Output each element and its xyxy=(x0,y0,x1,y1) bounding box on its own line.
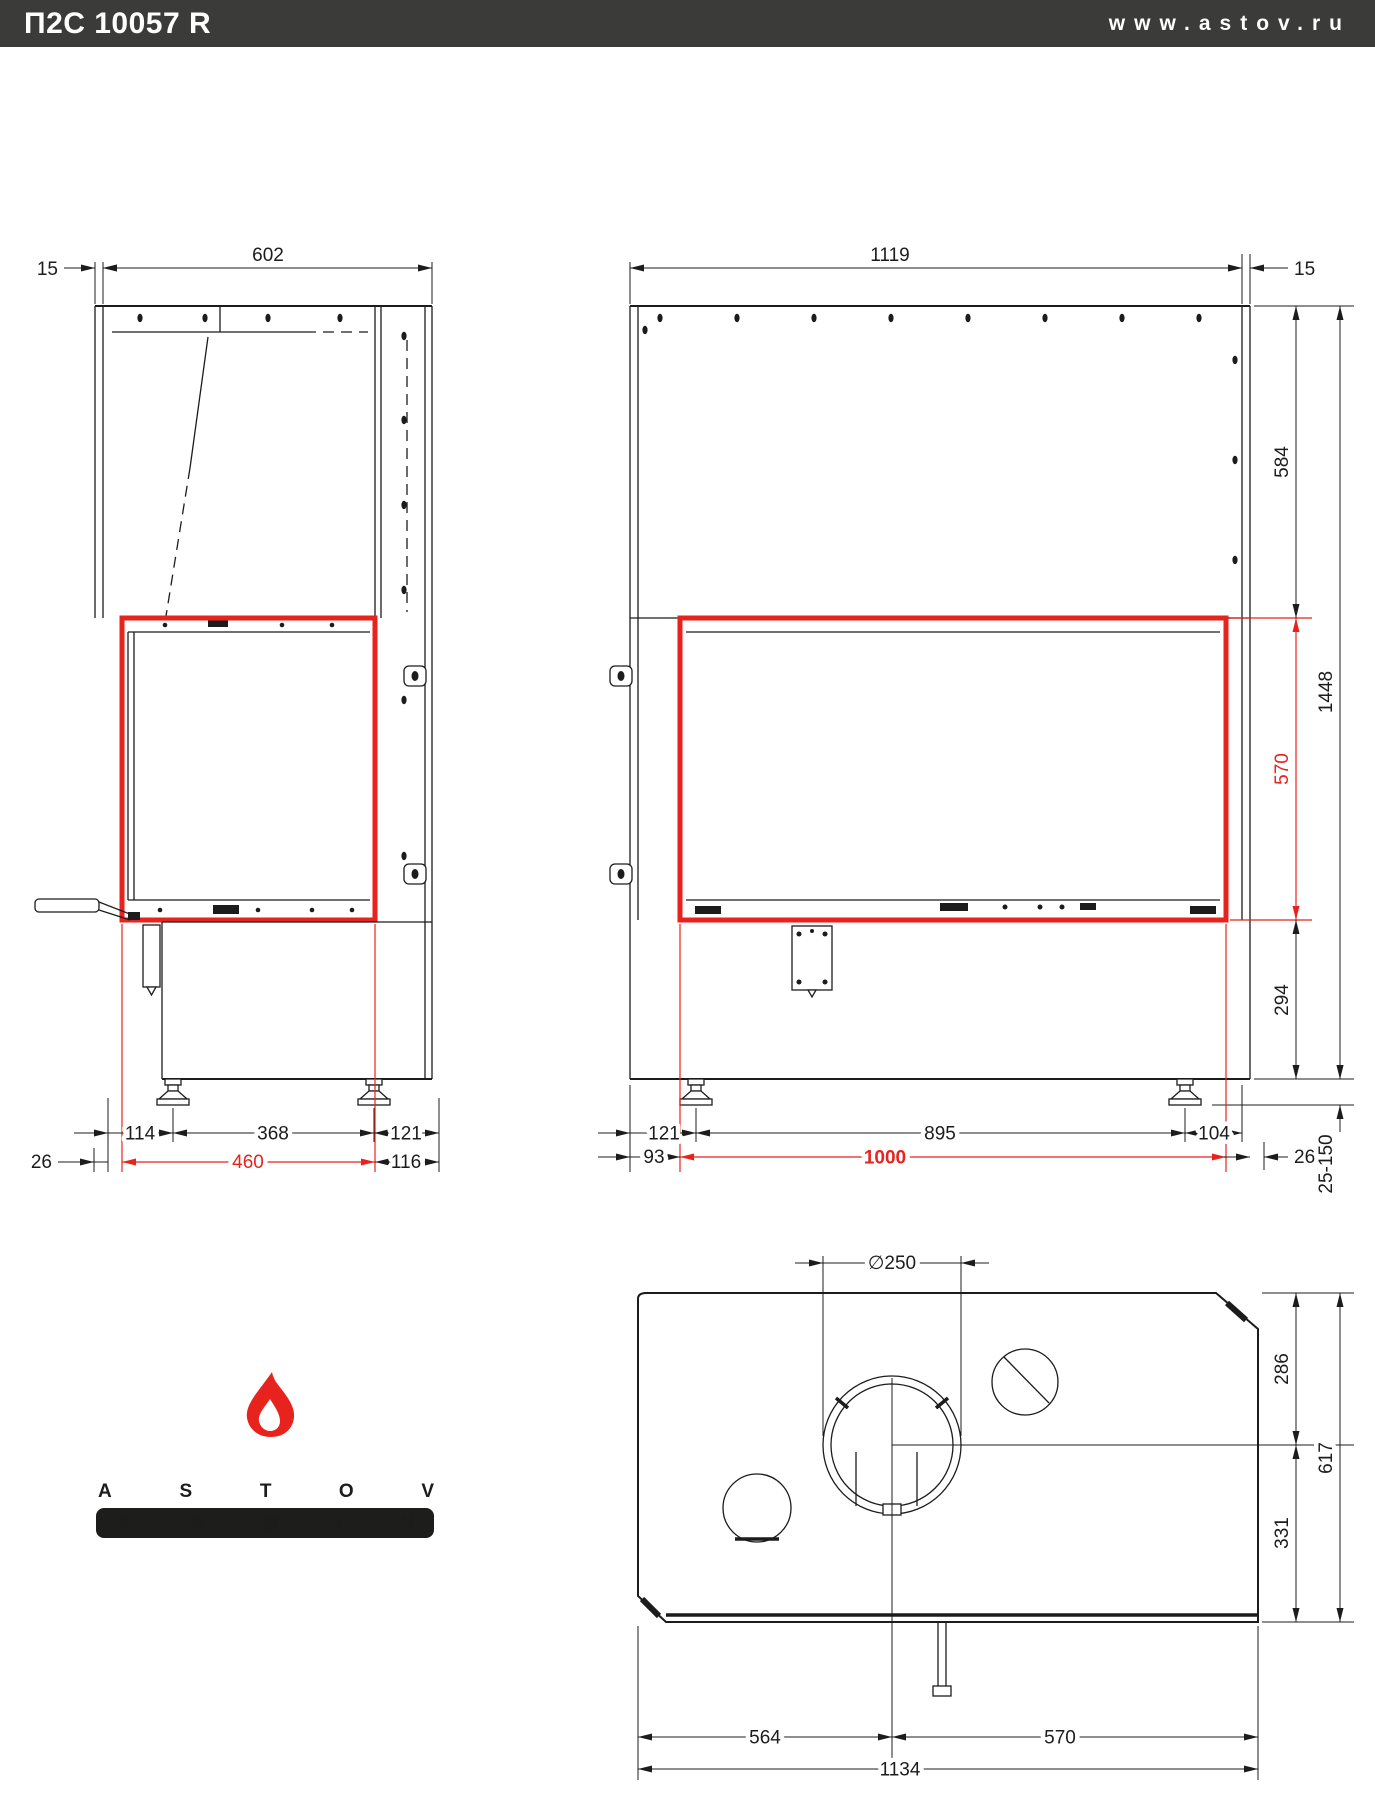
front-view xyxy=(598,245,1354,1194)
dim-side-depth: 602 xyxy=(252,245,284,266)
technical-drawing xyxy=(0,47,1375,1794)
dim-side-121: 121 xyxy=(390,1123,422,1145)
brand-name: ASTOV xyxy=(98,1481,434,1502)
dim-front-1448: 1448 xyxy=(1316,670,1337,714)
dim-front-26: 26 xyxy=(1294,1147,1316,1168)
side-view-door xyxy=(128,620,370,914)
dim-top-564: 564 xyxy=(749,1727,781,1749)
dim-front-feet-range: 25-150 xyxy=(1316,1134,1337,1194)
top-view-dimensions xyxy=(638,1253,1354,1781)
dim-front-294: 294 xyxy=(1272,984,1293,1016)
brand-logo xyxy=(96,1372,434,1538)
front-view-body xyxy=(610,306,1250,1079)
dim-front-flange: 15 xyxy=(1294,259,1316,280)
model-number: П2С 10057 R xyxy=(24,6,212,40)
dim-front-895: 895 xyxy=(924,1123,956,1145)
dim-side-26: 26 xyxy=(30,1152,52,1173)
front-opening-highlight xyxy=(680,618,1226,920)
dim-top-286: 286 xyxy=(1272,1353,1293,1385)
control-handle xyxy=(933,1686,951,1696)
dim-top-570: 570 xyxy=(1044,1727,1076,1749)
front-view-dimensions xyxy=(598,245,1354,1194)
front-view-door xyxy=(686,632,1220,914)
website-url: www.astov.ru xyxy=(1108,11,1351,35)
top-view xyxy=(638,1253,1354,1781)
dim-front-104: 104 xyxy=(1198,1123,1230,1145)
dim-side-460: 460 xyxy=(232,1152,264,1173)
dim-side-116: 116 xyxy=(390,1152,422,1173)
dim-top-flue-diameter: ∅250 xyxy=(867,1253,917,1274)
title-bar xyxy=(0,0,1375,47)
dim-side-front-gap: 15 xyxy=(36,259,58,280)
rear-hole-circle xyxy=(992,1349,1058,1415)
dim-front-570: 570 xyxy=(1272,753,1293,785)
side-opening-highlight xyxy=(122,618,375,920)
front-hole-circle xyxy=(723,1474,791,1542)
brand-subtitle: KAMIN xyxy=(118,1514,414,1535)
dim-front-584: 584 xyxy=(1272,446,1293,478)
dim-front-93: 93 xyxy=(643,1147,665,1168)
mounting-plate xyxy=(792,926,832,997)
dim-front-121: 121 xyxy=(648,1123,680,1145)
dim-front-width: 1119 xyxy=(870,245,910,266)
dim-front-1000: 1000 xyxy=(863,1147,907,1169)
top-view-body xyxy=(638,1293,1258,1696)
dim-top-1134: 1134 xyxy=(879,1759,921,1781)
dim-side-114: 114 xyxy=(124,1123,156,1145)
side-view xyxy=(31,245,439,1173)
side-view-dimensions xyxy=(31,245,439,1173)
dim-side-368: 368 xyxy=(257,1123,289,1145)
side-view-base xyxy=(143,922,432,1105)
dim-top-331: 331 xyxy=(1272,1517,1293,1549)
dim-top-617: 617 xyxy=(1316,1442,1337,1474)
